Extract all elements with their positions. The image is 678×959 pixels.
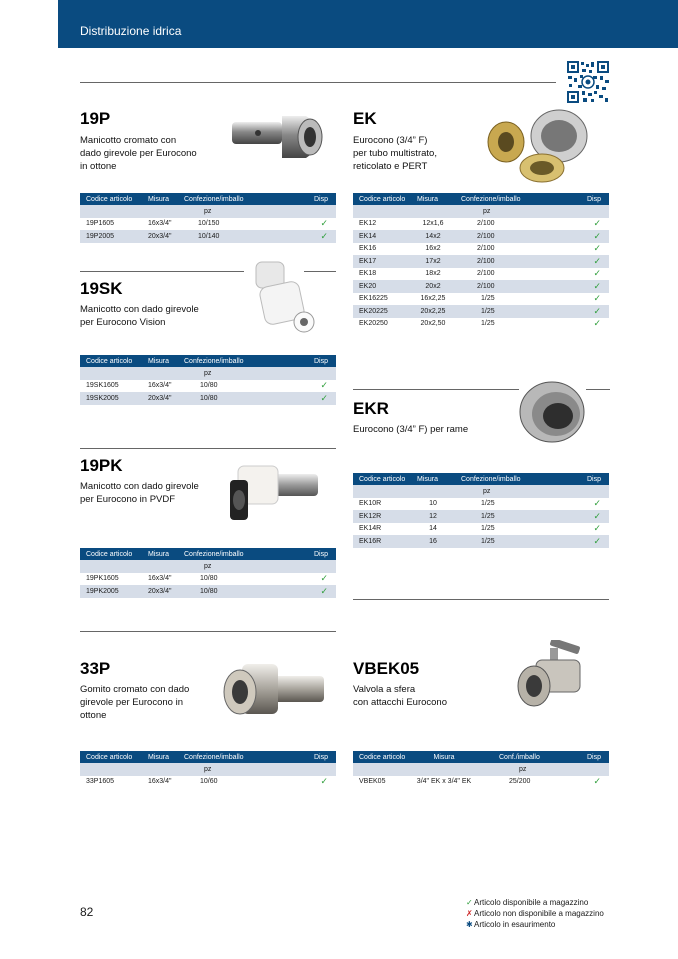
table-cell: 10/140 xyxy=(178,230,296,243)
table-cell: 19PK2005 xyxy=(80,585,142,598)
table-cell xyxy=(80,560,142,573)
product-description: Manicotto con dado girevole per Eurocono in PVDF xyxy=(80,481,199,505)
table-cell: 20x3/4" xyxy=(142,585,178,598)
table-row xyxy=(80,573,336,586)
table-header-cell: Disp xyxy=(296,751,336,763)
table-cell: ✓ xyxy=(569,280,609,293)
table-header-cell: Misura xyxy=(411,473,455,485)
table-cell xyxy=(142,560,178,573)
table-cell: pz xyxy=(178,560,296,573)
table-cell: 20x3/4" xyxy=(142,392,178,405)
table-header-cell: Confezione/imballo xyxy=(455,473,569,485)
legend-available: ✓Articolo disponibile a magazzino xyxy=(466,898,589,907)
table-cell: ✓ xyxy=(569,255,609,268)
table-row xyxy=(353,255,609,268)
table-cell: 25/200 xyxy=(509,778,531,786)
table-header-cell: Codice articolo xyxy=(80,355,142,367)
divider xyxy=(80,631,336,632)
table-cell: 16x2,25 xyxy=(420,295,446,303)
table-cell: 33P1605 xyxy=(86,778,115,786)
product-code: 19PK xyxy=(80,456,123,475)
product-table xyxy=(80,548,336,598)
section-title: Distribuzione idrica xyxy=(80,24,182,38)
table-cell xyxy=(411,205,455,218)
legend-running-out: ✱Articolo in esaurimento xyxy=(466,920,556,929)
table-cell xyxy=(296,367,336,380)
table-cell: 3/4" EK x 3/4" EK xyxy=(416,778,472,786)
table-header-cell: Confezione/imballo xyxy=(178,548,296,560)
table-cell: 2/100 xyxy=(477,270,495,278)
divider xyxy=(80,271,244,272)
sleeve-fitting-image xyxy=(228,108,328,166)
table-cell xyxy=(353,485,411,498)
table-row xyxy=(353,318,609,331)
legend-unavailable: ✗Articolo non disponibile a magazzino xyxy=(466,909,604,918)
table-cell: 20x2,50 xyxy=(420,320,446,328)
table-header-cell: Confezione/imballo xyxy=(455,193,569,205)
table-header-cell: Misura xyxy=(142,548,178,560)
table-cell: pz xyxy=(178,763,296,776)
table-row xyxy=(353,305,609,318)
table-cell: 2/100 xyxy=(455,230,569,243)
table-header-cell: Confezione/imballo xyxy=(178,355,296,367)
table-cell: EK14 xyxy=(353,230,411,243)
table-cell: EK20225 xyxy=(353,305,411,318)
product-description: Manicotto con dado girevole per Eurocono Vision xyxy=(80,304,199,328)
table-row xyxy=(353,535,609,548)
table-cell: 19P2005 xyxy=(80,230,142,243)
divider xyxy=(80,448,336,449)
table-cell: 19PK1605 xyxy=(86,575,119,583)
divider xyxy=(586,389,610,390)
table-cell: 16x3/4" xyxy=(148,220,172,228)
table-cell: 17x2 xyxy=(411,255,455,268)
table-cell: 2/100 xyxy=(455,280,569,293)
table-cell: ✓ xyxy=(593,523,601,534)
table-cell: ✓ xyxy=(320,776,328,787)
table-cell: ✓ xyxy=(320,218,328,229)
table-cell: EK20 xyxy=(353,280,411,293)
vision-fitting-image xyxy=(246,258,322,336)
table-cell: EK17 xyxy=(353,255,411,268)
table-cell: 1/25 xyxy=(481,525,495,533)
table-cell: 16x3/4" xyxy=(148,575,172,583)
table-cell: ✓ xyxy=(593,218,601,229)
product-description: Valvola a sfera con attacchi Eurocono xyxy=(353,684,448,708)
elbow-fitting-image xyxy=(220,658,328,724)
table-cell: EK16 xyxy=(359,245,377,253)
table-row xyxy=(80,392,336,405)
table-cell: ✓ xyxy=(320,380,328,391)
table-cell: 20x2,25 xyxy=(411,305,455,318)
product-description: Eurocono (3/4” F) per rame xyxy=(353,424,469,435)
table-row xyxy=(353,293,609,306)
table-header-cell: Misura xyxy=(411,193,455,205)
product-table xyxy=(80,751,336,788)
table-cell xyxy=(353,763,411,776)
table-cell: ✓ xyxy=(320,573,328,584)
table-cell xyxy=(142,763,178,776)
table-cell xyxy=(142,205,178,218)
qr-code[interactable] xyxy=(566,60,610,104)
table-row xyxy=(353,218,609,231)
table-cell: 2/100 xyxy=(477,245,495,253)
copper-eurocono-image xyxy=(518,378,588,448)
table-cell: ✓ xyxy=(569,510,609,523)
table-cell: 10/80 xyxy=(200,382,218,390)
table-cell: ✓ xyxy=(593,776,601,787)
table-cell: 19P1605 xyxy=(86,220,115,228)
table-cell: 19SK1605 xyxy=(86,382,119,390)
table-cell xyxy=(569,763,609,776)
product-table xyxy=(80,193,336,243)
table-cell: 16x2 xyxy=(425,245,441,253)
table-row xyxy=(353,510,609,523)
table-header-cell: Codice articolo xyxy=(80,193,142,205)
table-row xyxy=(80,380,336,393)
product-table xyxy=(353,473,609,548)
product-description: Eurocono (3/4” F) per tubo multistrato, reticolato e PERT xyxy=(353,135,437,172)
table-row xyxy=(353,268,609,281)
table-header-cell: Confezione/imballo xyxy=(178,751,296,763)
table-cell: EK16R xyxy=(353,535,411,548)
table-cell: ✓ xyxy=(296,585,336,598)
ball-valve-image xyxy=(516,640,588,718)
product-code: EKR xyxy=(353,399,389,418)
table-cell: 1/25 xyxy=(455,305,569,318)
table-cell: pz xyxy=(178,205,296,218)
table-cell: EK18 xyxy=(359,270,377,278)
product-code: EK xyxy=(353,109,377,128)
eurocono-image xyxy=(484,106,596,186)
table-row xyxy=(353,280,609,293)
table-cell: 10/80 xyxy=(178,585,296,598)
table-cell: pz xyxy=(477,763,569,776)
table-cell xyxy=(353,205,411,218)
product-code: 19SK xyxy=(80,279,123,298)
table-cell: 1/25 xyxy=(455,510,569,523)
table-header-cell: Codice articolo xyxy=(353,751,411,763)
table-cell: EK12 xyxy=(359,220,377,228)
table-row xyxy=(80,218,336,231)
table-row xyxy=(80,230,336,243)
table-cell: 2/100 xyxy=(455,255,569,268)
table-cell: ✓ xyxy=(569,305,609,318)
table-header-cell: Codice articolo xyxy=(80,548,142,560)
table-cell: pz xyxy=(455,205,569,218)
pvdf-fitting-image xyxy=(228,458,324,526)
table-cell xyxy=(142,367,178,380)
table-cell xyxy=(80,763,142,776)
table-cell: EK16225 xyxy=(359,295,388,303)
table-cell: 10/60 xyxy=(200,778,218,786)
product-code: 19P xyxy=(80,109,111,128)
table-cell: 16 xyxy=(411,535,455,548)
table-cell: 20x2 xyxy=(411,280,455,293)
table-row xyxy=(80,585,336,598)
table-cell: ✓ xyxy=(296,392,336,405)
table-cell: 1/25 xyxy=(481,320,495,328)
table-cell: EK10R xyxy=(359,500,382,508)
table-cell: 10 xyxy=(429,500,437,508)
table-header-cell: Codice articolo xyxy=(353,193,411,205)
table-cell: 14x2 xyxy=(411,230,455,243)
product-code: VBEK05 xyxy=(353,659,420,678)
table-cell: EK20250 xyxy=(359,320,388,328)
table-header-cell: Misura xyxy=(142,751,178,763)
table-cell: 12 xyxy=(411,510,455,523)
product-table xyxy=(80,355,336,405)
table-cell: 10/80 xyxy=(200,575,218,583)
table-row xyxy=(353,230,609,243)
table-cell: EK14R xyxy=(359,525,382,533)
table-cell: ✓ xyxy=(569,230,609,243)
product-table xyxy=(353,193,609,330)
table-header-cell: Disp xyxy=(569,751,609,763)
table-row xyxy=(353,523,609,536)
table-cell xyxy=(296,560,336,573)
table-cell: ✓ xyxy=(296,230,336,243)
divider xyxy=(353,599,609,600)
availability-legend xyxy=(466,897,604,930)
table-row xyxy=(353,498,609,511)
product-table xyxy=(353,751,609,788)
table-cell xyxy=(569,485,609,498)
table-cell: 16x3/4" xyxy=(148,382,172,390)
table-cell: 1/25 xyxy=(481,500,495,508)
table-header-cell: Misura xyxy=(142,355,178,367)
product-description: Manicotto cromato con dado girevole per Eurocono in ottone xyxy=(80,135,197,172)
divider xyxy=(80,82,556,83)
table-cell: ✓ xyxy=(593,243,601,254)
table-cell: ✓ xyxy=(593,268,601,279)
table-header-cell: Disp xyxy=(296,193,336,205)
table-cell xyxy=(296,205,336,218)
table-cell: 20x3/4" xyxy=(142,230,178,243)
table-cell: ✓ xyxy=(569,535,609,548)
table-cell: 12x1,6 xyxy=(422,220,444,228)
table-cell: ✓ xyxy=(593,498,601,509)
table-cell xyxy=(296,763,336,776)
table-row xyxy=(353,776,609,789)
table-cell: pz xyxy=(455,485,569,498)
table-header-cell: Codice articolo xyxy=(353,473,411,485)
table-cell xyxy=(411,763,477,776)
table-header-cell: Conf./imballo xyxy=(477,751,569,763)
table-cell: VBEK05 xyxy=(359,778,386,786)
table-header-cell: Disp xyxy=(569,473,609,485)
page-number: 82 xyxy=(80,905,94,919)
table-header-cell: Disp xyxy=(296,548,336,560)
table-cell: 18x2 xyxy=(425,270,441,278)
table-cell: ✓ xyxy=(593,318,601,329)
check-icon: ✓ xyxy=(466,898,473,907)
table-cell: 10/80 xyxy=(178,392,296,405)
table-header-cell: Misura xyxy=(411,751,477,763)
table-cell: 2/100 xyxy=(477,220,495,228)
table-cell: EK12R xyxy=(353,510,411,523)
star-icon: ✱ xyxy=(466,920,473,929)
table-cell: 19SK2005 xyxy=(80,392,142,405)
table-cell: ✓ xyxy=(593,293,601,304)
table-header-cell: Confezione/imballo xyxy=(178,193,296,205)
product-code: 33P xyxy=(80,659,111,678)
table-cell: 1/25 xyxy=(455,535,569,548)
table-header-cell: Codice articolo xyxy=(80,751,142,763)
table-cell: 10/150 xyxy=(198,220,220,228)
table-cell xyxy=(569,205,609,218)
table-header-cell: Disp xyxy=(569,193,609,205)
table-cell xyxy=(411,485,455,498)
table-row xyxy=(353,243,609,256)
table-header-cell: Misura xyxy=(142,193,178,205)
table-cell: pz xyxy=(178,367,296,380)
divider xyxy=(353,389,519,390)
cross-icon: ✗ xyxy=(466,909,473,918)
table-cell xyxy=(80,205,142,218)
table-cell: 16x3/4" xyxy=(148,778,172,786)
table-cell xyxy=(80,367,142,380)
table-row xyxy=(80,776,336,789)
table-cell: 1/25 xyxy=(481,295,495,303)
table-header-cell: Disp xyxy=(296,355,336,367)
product-description: Gomito cromato con dado girevole per Eurocono in ottone xyxy=(80,684,190,721)
table-cell: 14 xyxy=(429,525,437,533)
page-header xyxy=(58,0,678,48)
